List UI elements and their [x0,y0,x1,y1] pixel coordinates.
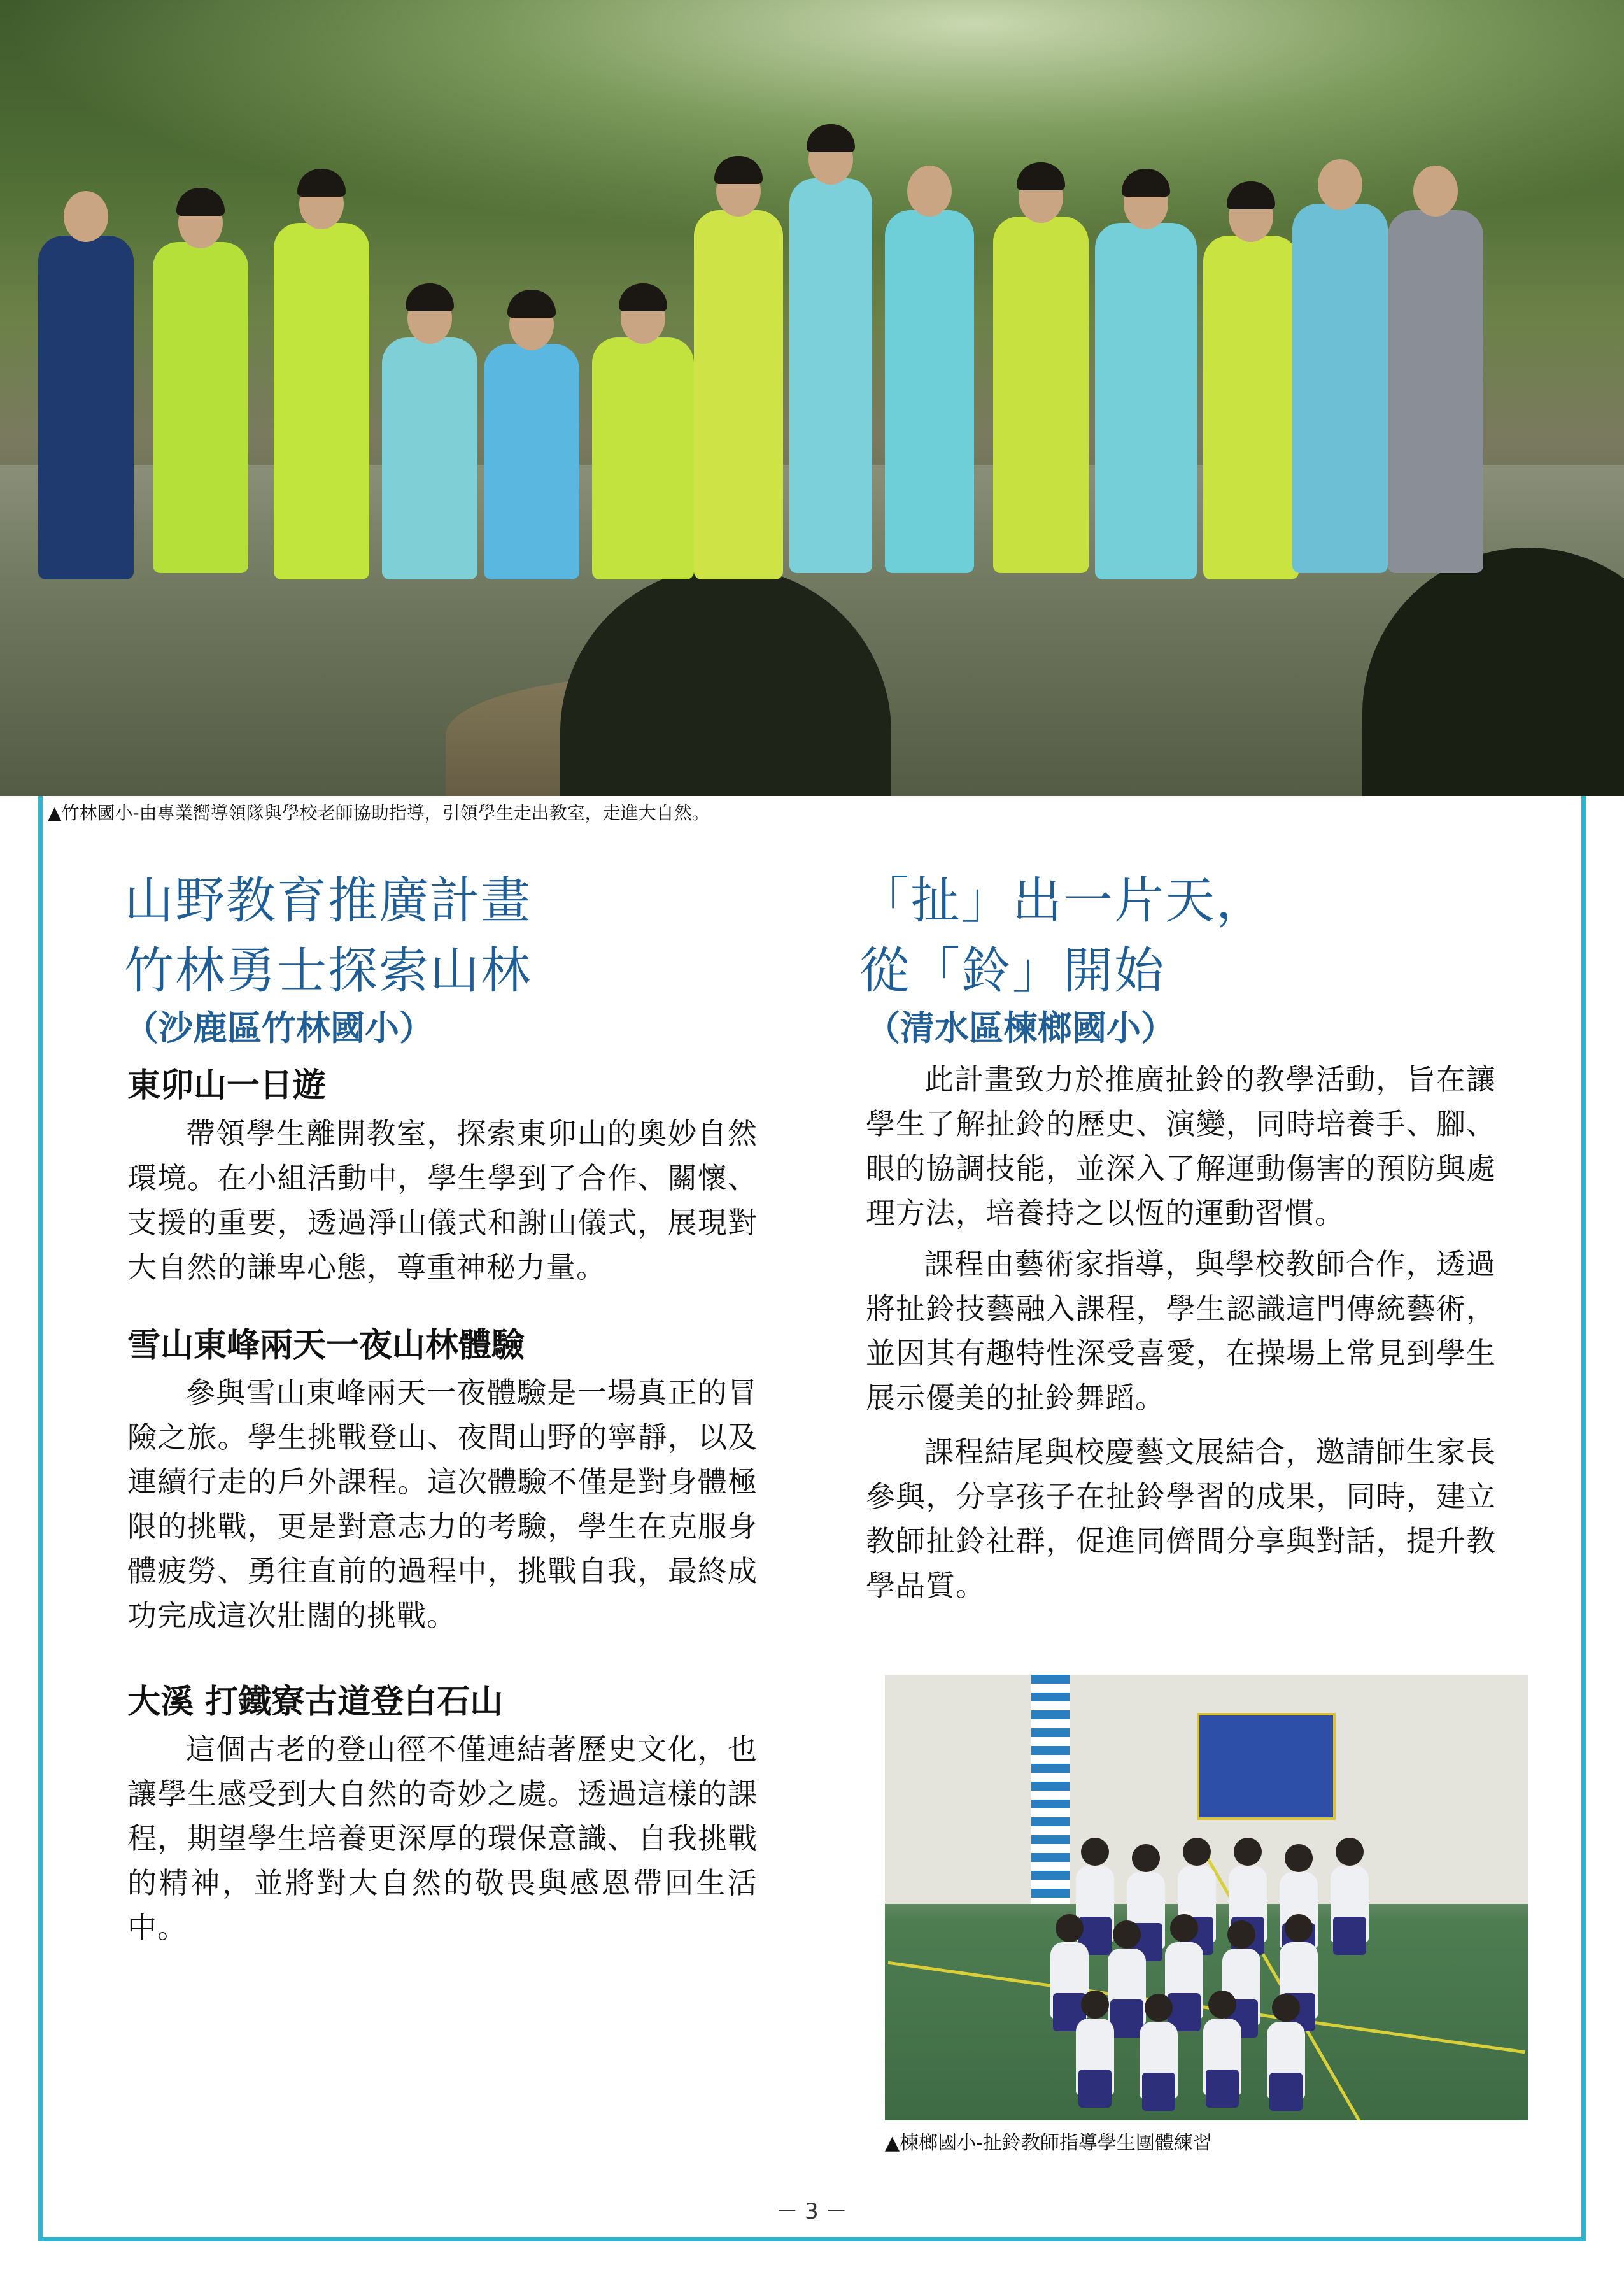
section-body-1: 帶領學生離開教室，探索東卯山的奧妙自然環境。在小組活動中，學生學到了合作、關懷、支援的重要，透過淨山儀式和謝山儀式，展現對大自然的謙卑心態，尊重神秘力量。 [127,1116,758,1284]
right-subtitle: （清水區楝榔國小） [866,1008,1175,1048]
right-paragraph-2: 課程由藝術家指導，與學校教師合作，透過將扯鈴技藝融入課程，學生認識這門傳統藝術，並因其有趣特性深受喜愛，在操場上常見到學生展示優美的扯鈴舞蹈。 [866,1247,1496,1415]
left-subtitle: （沙鹿區竹林國小） [124,1008,434,1048]
photo-caption: ▲楝榔國小-扯鈴教師指導學生團體練習 [885,2132,1212,2154]
left-title-line1: 山野教育推廣計畫 [124,872,532,930]
right-title-line1: 「扯」出一片天， [859,872,1267,930]
hero-photo [0,0,1624,796]
section-body-3: 這個古老的登山徑不僅連結著歷史文化，也讓學生感受到大自然的奇妙之處。透過這樣的課程，期望學生培養更深厚的環保意識、自我挑戰的精神，並將對大自然的敬畏與感恩帶回生活中。 [127,1732,758,1945]
right-title-line2: 從「鈴」開始 [859,942,1166,1000]
left-title-line2: 竹林勇士探索山林 [124,942,532,1000]
school-banner [1197,1713,1336,1820]
right-paragraph-3: 課程結尾與校慶藝文展結合，邀請師生家長參與，分享孩子在扯鈴學習的成果，同時，建立教師扯鈴社群，促進同儕間分享與對話，提升教學品質。 [866,1435,1496,1603]
right-paragraph-1: 此計畫致力於推廣扯鈴的教學活動，旨在讓學生了解扯鈴的歷史、演變，同時培養手、腳、眼的協調技能，並深入了解運動傷害的預防與處理方法，培養持之以恆的運動習慣。 [866,1062,1496,1230]
hero-caption: ▲竹林國小-由專業嚮導領隊與學校老師協助指導，引領學生走出教室，走進大自然。 [48,802,710,823]
page-number: － 3 － [776,2199,847,2224]
section-heading-3: 大溪 打鐵寮古道登白石山 [127,1683,504,1721]
section-body-2: 參與雪山東峰兩天一夜體驗是一場真正的冒險之旅。學生挑戰登山、夜間山野的寧靜，以及連續行走的戶外課程。這次體驗不僅是對身體極限的挑戰，更是對意志力的考驗，學生在克服身體疲勞、勇往直前的過程中，挑戰自我，最終成功完成這次壯闊的挑戰。 [127,1375,758,1633]
section-heading-2: 雪山東峰兩天一夜山林體驗 [127,1326,525,1365]
section-heading-1: 東卯山一日遊 [127,1067,327,1105]
diabolo-practice-photo [885,1675,1528,2120]
